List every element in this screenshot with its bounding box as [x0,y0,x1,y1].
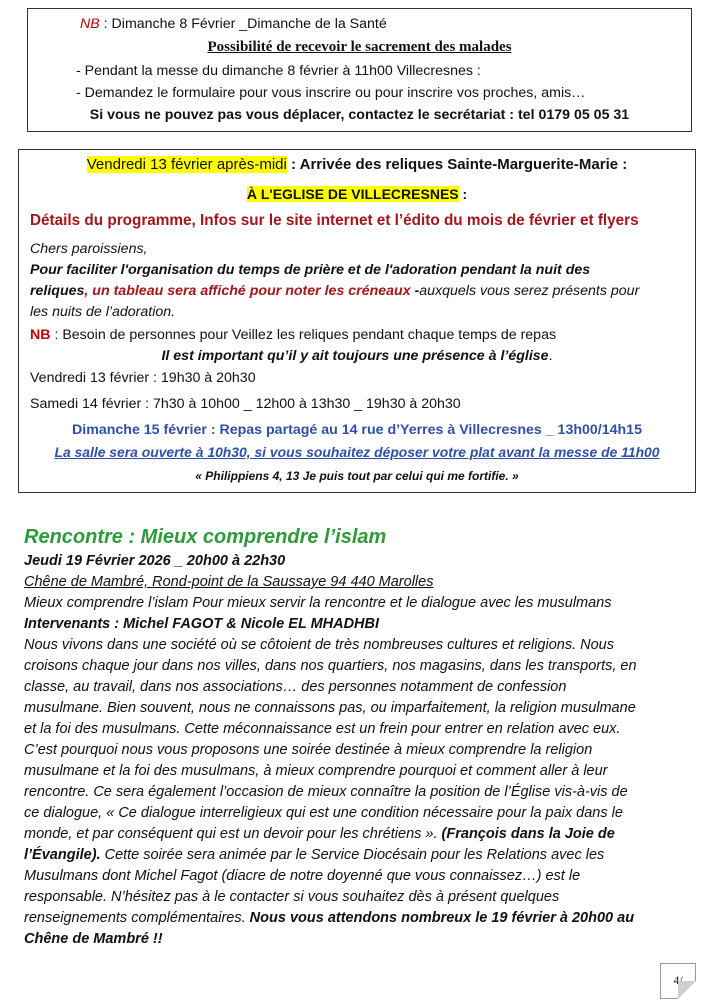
islam-place: Chêne de Mambré, Rond-point de la Saussaye 94 440 Marolles [24,574,434,590]
page-number: 4/ [673,973,683,987]
dash: - [410,283,420,299]
islam-line-1: Nous vivons dans une société où se côtoient de très nombreuses cultures et religions. Nous [24,637,614,653]
page-fold-icon [678,981,696,999]
islam-line-12: Musulmans dont Michel Fagot (diacre de notre doyenné que vous connaissez…) est le [24,868,581,884]
islam-line-6: C’est pourquoi nous vous proposons une soirée destinée à mieux comprendre la religion [24,742,593,758]
sacrament-heading: Possibilité de recevoir le sacrement des malades [207,39,512,55]
relics-box [18,149,696,493]
relics-arrival [19,155,695,175]
islam-line-8: rencontre. Ce sera également l’occasion de mieux connaître la position de l’Église vis-à-vis de [24,784,628,800]
page-number-box [660,963,696,999]
nb2-text: : Besoin de personnes pour Veillez les reliques pendant chaque temps de repas [50,327,557,343]
table-notice: , un tableau sera affiché pour noter les créneaux [84,283,411,299]
form-line: - Demandez le formulaire pour vous inscrire ou pour inscrire vos proches, amis… [76,85,586,101]
islam-line-14 [24,908,634,928]
schedule-saturday: Samedi 14 février : 7h30 à 10h00 _ 12h00 à 13h30 _ 19h30 à 20h30 [30,396,461,412]
adoration-para-2 [30,281,639,301]
islam-line-2: croisons chaque jour dans nos villes, dans nos quartiers, nos magasins, dans les transports, en [24,658,637,674]
relics-date-highlight: Vendredi 13 février après-midi [86,156,287,173]
invitation: Nous vous attendons nombreux le 19 février à 20h00 au [249,910,635,926]
schedule-friday: Vendredi 13 février : 19h30 à 20h30 [30,370,256,386]
islam-title: Rencontre : Mieux comprendre l’islam [24,526,387,548]
islam-date: Jeudi 19 Février 2026 _ 20h00 à 22h30 [24,553,286,569]
islam-line-14-text: renseignements complémentaires. [24,910,250,926]
islam-subtitle: Mieux comprendre l’islam Pour mieux servir la rencontre et le dialogue avec les musulmans [24,595,612,611]
islam-line-3: classe, au travail, dans nos associations… des personnes notamment de confession [24,679,567,695]
sunday-meal: Dimanche 15 février : Repas partagé au 14 rue d’Yerres à Villecresnes _ 13h00/14h15 [72,422,642,438]
islam-speakers: Intervenants : Michel FAGOT & Nicole EL MHADHBI [24,616,380,632]
nb-line [80,14,387,34]
church-colon: : [458,186,468,202]
relics-arrival-text: : Arrivée des reliques Sainte-Marguerite-Marie : [286,156,628,173]
greeting: Chers paroissiens, [30,241,148,257]
mass-line: - Pendant la messe du dimanche 8 février à 11h00 Villecresnes : [76,63,481,79]
presence-text: auxquels vous serez présents pour [419,283,640,299]
islam-line-10-text: monde, et par conséquent qui est un devoir pour les chrétiens ». [24,826,442,842]
scripture-quote: « Philippiens 4, 13 Je puis tout par celui qui me fortifie. » [195,469,519,483]
francois-ref: (François dans la Joie de [441,826,615,842]
islam-line-15: Chêne de Mambré !! [24,931,163,947]
nb-label: NB [80,16,100,32]
hall-opening: La salle sera ouverte à 10h30, si vous souhaitez déposer votre plat avant la messe de 11h00 [54,444,660,460]
reliques-word: reliques [30,283,85,299]
nb2-line [30,325,556,345]
islam-line-11-text: Cette soirée sera animée par le Service Diocésain pour les Relations avec les [100,847,605,863]
islam-line-4: musulmane. Bien souvent, nous ne connaissons pas, ou imparfaitement, la religion musulmane [24,700,636,716]
islam-line-11 [24,845,604,865]
church-line [19,184,695,204]
islam-line-9: ce dialogue, « Ce dialogue interreligieux qui est une condition nécessaire pour la paix dans le [24,805,623,821]
islam-line-5: et la foi des musulmans. Cette méconnaissance est un frein pour entrer en relation avec eux. [24,721,621,737]
church-highlight: À L'EGLISE DE VILLECRESNES [246,186,459,202]
adoration-para-3: les nuits de l’adoration. [30,304,176,320]
nb2-label: NB [30,327,51,343]
contact-line: Si vous ne pouvez pas vous déplacer, contactez le secrétariat : tel 0179 05 05 31 [89,107,630,123]
health-sunday-box [27,8,692,132]
islam-line-10 [24,824,615,844]
presence-text-bold: Il est important qu’il y ait toujours une présence à l’église [161,348,549,364]
presence-line [19,346,695,366]
nb-text: : Dimanche 8 Février _Dimanche de la Santé [99,16,387,32]
program-details: Détails du programme, Infos sur le site internet et l’édito du mois de février et flyers [30,212,639,229]
islam-line-13: responsable. N’hésitez pas à le contacter si vous souhaitez dès à présent quelques [24,889,560,905]
islam-line-7: musulmane et la foi des musulmans, à mieux comprendre pourquoi et comment aller à leur [24,763,608,779]
presence-dot: . [548,348,553,364]
adoration-para-1: Pour faciliter l'organisation du temps de prière et de l'adoration pendant la nuit des [30,262,591,278]
evangile-ref: l’Évangile). [24,847,101,863]
